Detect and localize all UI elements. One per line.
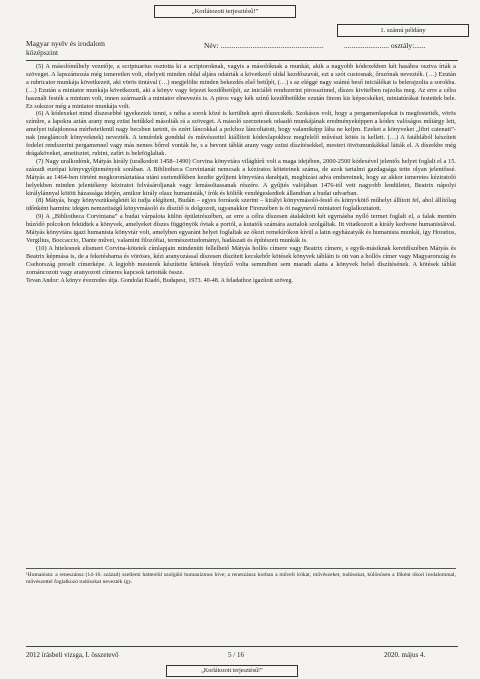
exam-label: 2012 írásbeli vizsga, I. összetevő <box>26 651 119 659</box>
paragraph-8: (8) Mátyás, hogy könyvszükségletét ki tudja elégíteni, Budán – egyes források szerint – királyi könyvmásoló-festő és könyvkötő műhelyt állított fel, ahol állítólag időnként harminc idegen nemzetiségű könyvmásoló és díszítő is dolgozott, ugyanakkor Firenzében is öt nagynevű miniatort foglalkoztatott. <box>26 197 456 213</box>
class-field[interactable]: ........................ osztály:...... <box>344 41 426 50</box>
footer-divider <box>26 646 458 647</box>
subject-line-2: középszint <box>26 48 59 57</box>
paragraph-9: (9) A „Bibliotheca Corviniana” a budai várpalota külön épületrészében, az erre a célra díszesen átalakított két egymásba nyíló termet foglalt el, a falak mentén húzódó polcokon feküdtek a könyvek, amelyeket díszes függönyök óvtak a portól, a kutatók számára asztalok szolgáltak. Itt vitatkozott a király kedvene humanistáival. Mátyás könyvtára igazi humanista könyvtár volt, amelyben egyaránt helyet foglaltak az ókori remekírókon kívül a latin egyházatyák és humanista munkái, így Horatius, Vergilius, Boccaccio, Dante művei, valamint filozófiai, természettudományi, hadászati és építészeti munkák is. <box>26 213 456 244</box>
page-number: 5 / 16 <box>228 651 244 659</box>
footnote-1: ¹Humanista: a reneszánsz (14-16. század) szellemi hátteréül szolgáló humanizmus híve; a reneszánsz korban a művelt írókat, művészeket, tudósokat, különösen a főként ókori irodalommal, művészettel foglalkozó tudósokat nevezték így. <box>26 572 456 585</box>
exam-date: 2020. május 4. <box>384 651 426 659</box>
paragraph-5: (5) A másolóműhely vezetője, a scriptuarius osztotta ki a scriptoroknak, vagyis a másolóknak a munkát, akik a nagyobb kódexekben két hasábra osztva írták a szöveget. A lapszámozás még ismeretlen volt, ehelyett minden oldal aljára odaírták a következő oldal kezdőszavát, ezt a szót custosnak, őrszónak nevezték. (…) Ezután a rubricator munkája következett, aki vörös tintával (…) megjelölte minden bekezdés első betűjét, (…) s az eléggé nagy számú beső iniciálékat is belerajzolta a sorokba. (…) Ezután a miniator munkája következett, aki a könyv vagy fejezet kezdőbetűjét, az iniciálét rendszerint pirosszínnel, díszes kivitelben rajzolta meg. Az erre a célra használt festék a minium volt, innen származik a miniator elnevezés is. A piros vagy kék színű kezdőbetűkbe ezután finom kis képecskéket, miniatúrákat festettek bele. Ez sokszor még a miniator munkája volt. <box>26 63 456 110</box>
footnotes <box>26 568 456 588</box>
distribution-stamp-bottom: „Korlátozott terjesztésű!” <box>166 665 298 677</box>
paragraph-10: (10) A hitelesnek elismert Corvina-kötetek címlapjain mindenütt fellelhető Mátyás hollós címere vagy Beatrix címere, s egyik-másiknak keretdíszében Mátyás és Beatrix képmása is, de a feketésbarna és vöröses, kézi aranyozással díszesen díszített kecskebőr kötések könyvek tábláin is ott van a hollós címer vagy Magyarország és Csehország preselt címerképe. A legjobb mesterek készítette kötések fényűző volta semmiben sem maradt alatta a könyvek belső díszítésének. A kötések táblát zománcozott vagy aranyozott címeres kapcsok tartották össze. <box>26 244 456 276</box>
subject-label <box>26 39 105 57</box>
paragraph-7: (7) Nagy uralkodónk, Mátyás király (uralkodott 1458–1490) Corvina könyvtára világhírű volt a maga idejében, 2000-2500 kódexével jelentős helyet foglalt el a 15. századi európai könyvgyűjtemények sorában. A Bibliotheca Corvinianát nemcsak a kéziratos köteteinek száma, de azok tartalmi gazdagsága tette olyan jelentőssé. Mátyás az 1464-ben történt megkoronáztatása utáni esztendőkben kezdte gyűjteni könyvtára darabjait, megbízást adva embereinek, hogy az akkor ismeretes kéziratoló helyekben minden jelentékeny kéziratot felvásároljanak vagy lemásoltassanak részére. A gyűjtés valójában 1476-tól vett nagyobb lendületet, Beatrix nápolyi királylánnyal kötött házassága idején, amikor király olasz humanisták,¹ írók és költők vendégeskedtek állandóan a budai udvarban. <box>26 157 456 197</box>
header-divider <box>26 60 458 61</box>
source-citation: Tevan Andor: A könyv évezredes útja. Gondolat Kiadó, Budapest, 1973. 40-48. A feladathoz igazított szöveg. <box>26 278 293 285</box>
paragraph-6: (6) A kódexeket mind díszesebbé igyekeztek tenni, s néha a sorok közé is kerültek apró díszecskék. Szokásos volt, hogy a pergamenlapokat is megfestették, vörös színűre, a lapokra aztán arany meg ezüst betűkkel másolták rá a szöveget. A másoló szerzetesek odaadó munkájának eredményeképpen a kódex valóságos műtárgy lett, amelyet tulajdonosa mérhetetlenül nagy becsben tartott, és ezért láncokkal a polchoz láncoltatott, hogy valamiképp lába ne keljen. Ezeket a könyveket „libri catenati”-nak (megláncolt könyveknek) nevezték. A temérdek gonddal és művészettel kiállított kódexlapokhoz megfelelő művészi kötés is kellett. (…) A fatáblából készített fedelet rendszerint pergamennel vagy más nemes bőrrel vonták be, s a bevont táblát arany vagy ezüst díszítésekkel, mesteri ötvösmunkákkal látták el. A díszekbe még drágaköveket, ametisztet, rubint, zafírt is beleföglaltak. <box>26 110 456 157</box>
distribution-stamp-top: „Korlátozott terjesztésű!” <box>154 5 296 18</box>
subject-line-1: Magyar nyelv és irodalom <box>26 39 105 48</box>
reading-text <box>26 63 456 286</box>
copy-number-box: 1. számú példány <box>337 24 469 37</box>
name-field[interactable]: Név: ....................................................... <box>204 41 324 50</box>
